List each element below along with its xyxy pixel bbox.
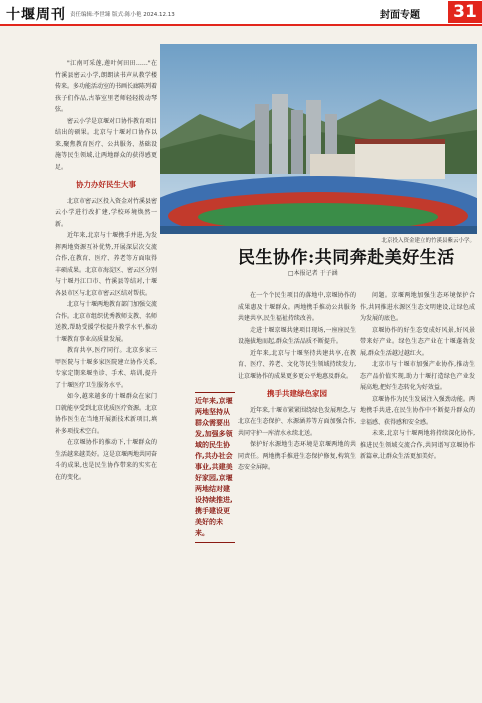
header-rule [0,24,482,26]
paragraph: 如今,越来越多的十堰群众在家门口就能享受到北京优质医疗资源。北京协作医生在当地开展新技术新项目,填补多项技术空白。 [55,393,157,435]
paragraph: 北京市与十堰市加强产业协作,推动生态产品价值实现,助力十堰打造绿色产业发展高地,把好生态转化为好效益。 [360,361,475,391]
paragraph: 近年来,北京与十堰携手并进,为发挥两地资源互补优势,开展深层次交流合作,在教育、医疗、养老等方面取得丰硕成果。北京市海淀区、密云区分别与十堰丹江口市、竹溪县等结对,十堰各县市区与北京市密云区结对帮扶。 [55,232,157,297]
paragraph: 未来,北京与十堰两地将持续深化协作,推进民生领域交流合作,共同谱写京堰协作新篇章,让群众生活更加美好。 [360,430,475,460]
photo-caption: 北京投入资金建立的竹溪县紫云小学。 [381,238,475,244]
editor-credits: 责任编辑:李世臻 版式:陈小艳 2024.12.13 [70,12,175,18]
paragraph: 近年来,十堰市紧紧围绕绿色发展理念,与北京在生态保护、水源涵养等方面加强合作,共同守护一库清水永续北送。 [238,406,356,437]
byline: □本报记者 于子涵 [288,270,338,277]
paragraph: 在京堰协作的推动下,十堰群众的生活越来越美好。这是京堰两地共同奋斗的成果,也是民生协作带来的实实在在的变化。 [55,439,157,481]
paragraph: "江南可采莲,莲叶何田田……"在竹溪县密云小学,朗朗读书声从教学楼传来。多功能活动室的书画长廊陈列着孩子们作品,古筝室里老师轻轻拨动琴弦。 [55,60,157,113]
paragraph: 问题。京堰两地加强生态环境保护合作,共同推进水源区生态文明建设,让绿色成为发展的底色。 [360,292,475,322]
paragraph: 保护好水源地生态环境是京堰两地的共同责任。两地携手推进生态保护修复,构筑生态安全屏障。 [238,441,356,471]
article-column-2 [238,290,356,700]
paragraph: 走进十堰京堰共建项目现场,一座座民生设施拔地而起,群众生活品质不断提升。 [238,326,356,345]
masthead: 十堰周刊 [6,7,66,23]
paragraph: 京堰协作为民生发展注入强劲动能。两地携手共进,在民生协作中不断提升群众的幸福感、获得感和安全感。 [360,395,475,426]
subheading: 携手共建绿色家园 [267,389,327,398]
article-headline: 民生协作:共同奔赴美好生活 [238,248,455,268]
paragraph: 北京与十堰两地教育部门加强交流合作。北京市组织优秀教师支教、名师送教,帮助受援学校提升教学水平,推动十堰教育事业高质量发展。 [55,301,157,343]
paragraph: 教育共享,医疗同行。北京多家三甲医院与十堰多家医院建立协作关系,专家定期来堰坐诊、手术、培训,提升了十堰医疗卫生服务水平。 [55,347,157,389]
paragraph: 在一个个民生项目的落地中,京堰协作的成果惠及十堰群众。两地携手推动公共服务共建共享,民生福祉持续改善。 [238,292,356,322]
school-photo [160,44,477,234]
section-title: 封面专题 [380,10,420,21]
pull-quote: 近年来,京堰两地坚持从群众需要出发,加强多领域的民生协作,共办社会事业,共建美好家园,京堰两地结对建设持续推进,携手建设更美好的未来。 [195,392,235,543]
page-number: 31 [448,1,482,23]
page-header [0,0,482,25]
paragraph: 近年来,北京与十堰坚持共建共享,在教育、医疗、养老、文化等民生领域持续发力,让京堰协作的成果更多更公平地惠及群众。 [238,349,356,380]
school-photo-illustration [160,44,477,234]
paragraph: 北京市密云区投入资金对竹溪县密云小学进行改扩建,学校环境焕然一新。 [55,197,157,228]
paragraph: 密云小学是京堰对口协作教育项目结出的硕果。北京与十堰对口协作以来,聚焦教育医疗、公共服务、基础设施等民生领域,让两地群众的获得感更足。 [55,117,157,171]
article-column-3 [360,290,475,700]
paragraph: 京堰协作的好生态变成好风景,好风景带来好产业。绿色生态产业在十堰蓬勃发展,群众生活越过越红火。 [360,326,475,357]
subheading: 协力办好民生大事 [76,180,136,189]
article-column-1 [55,58,157,698]
